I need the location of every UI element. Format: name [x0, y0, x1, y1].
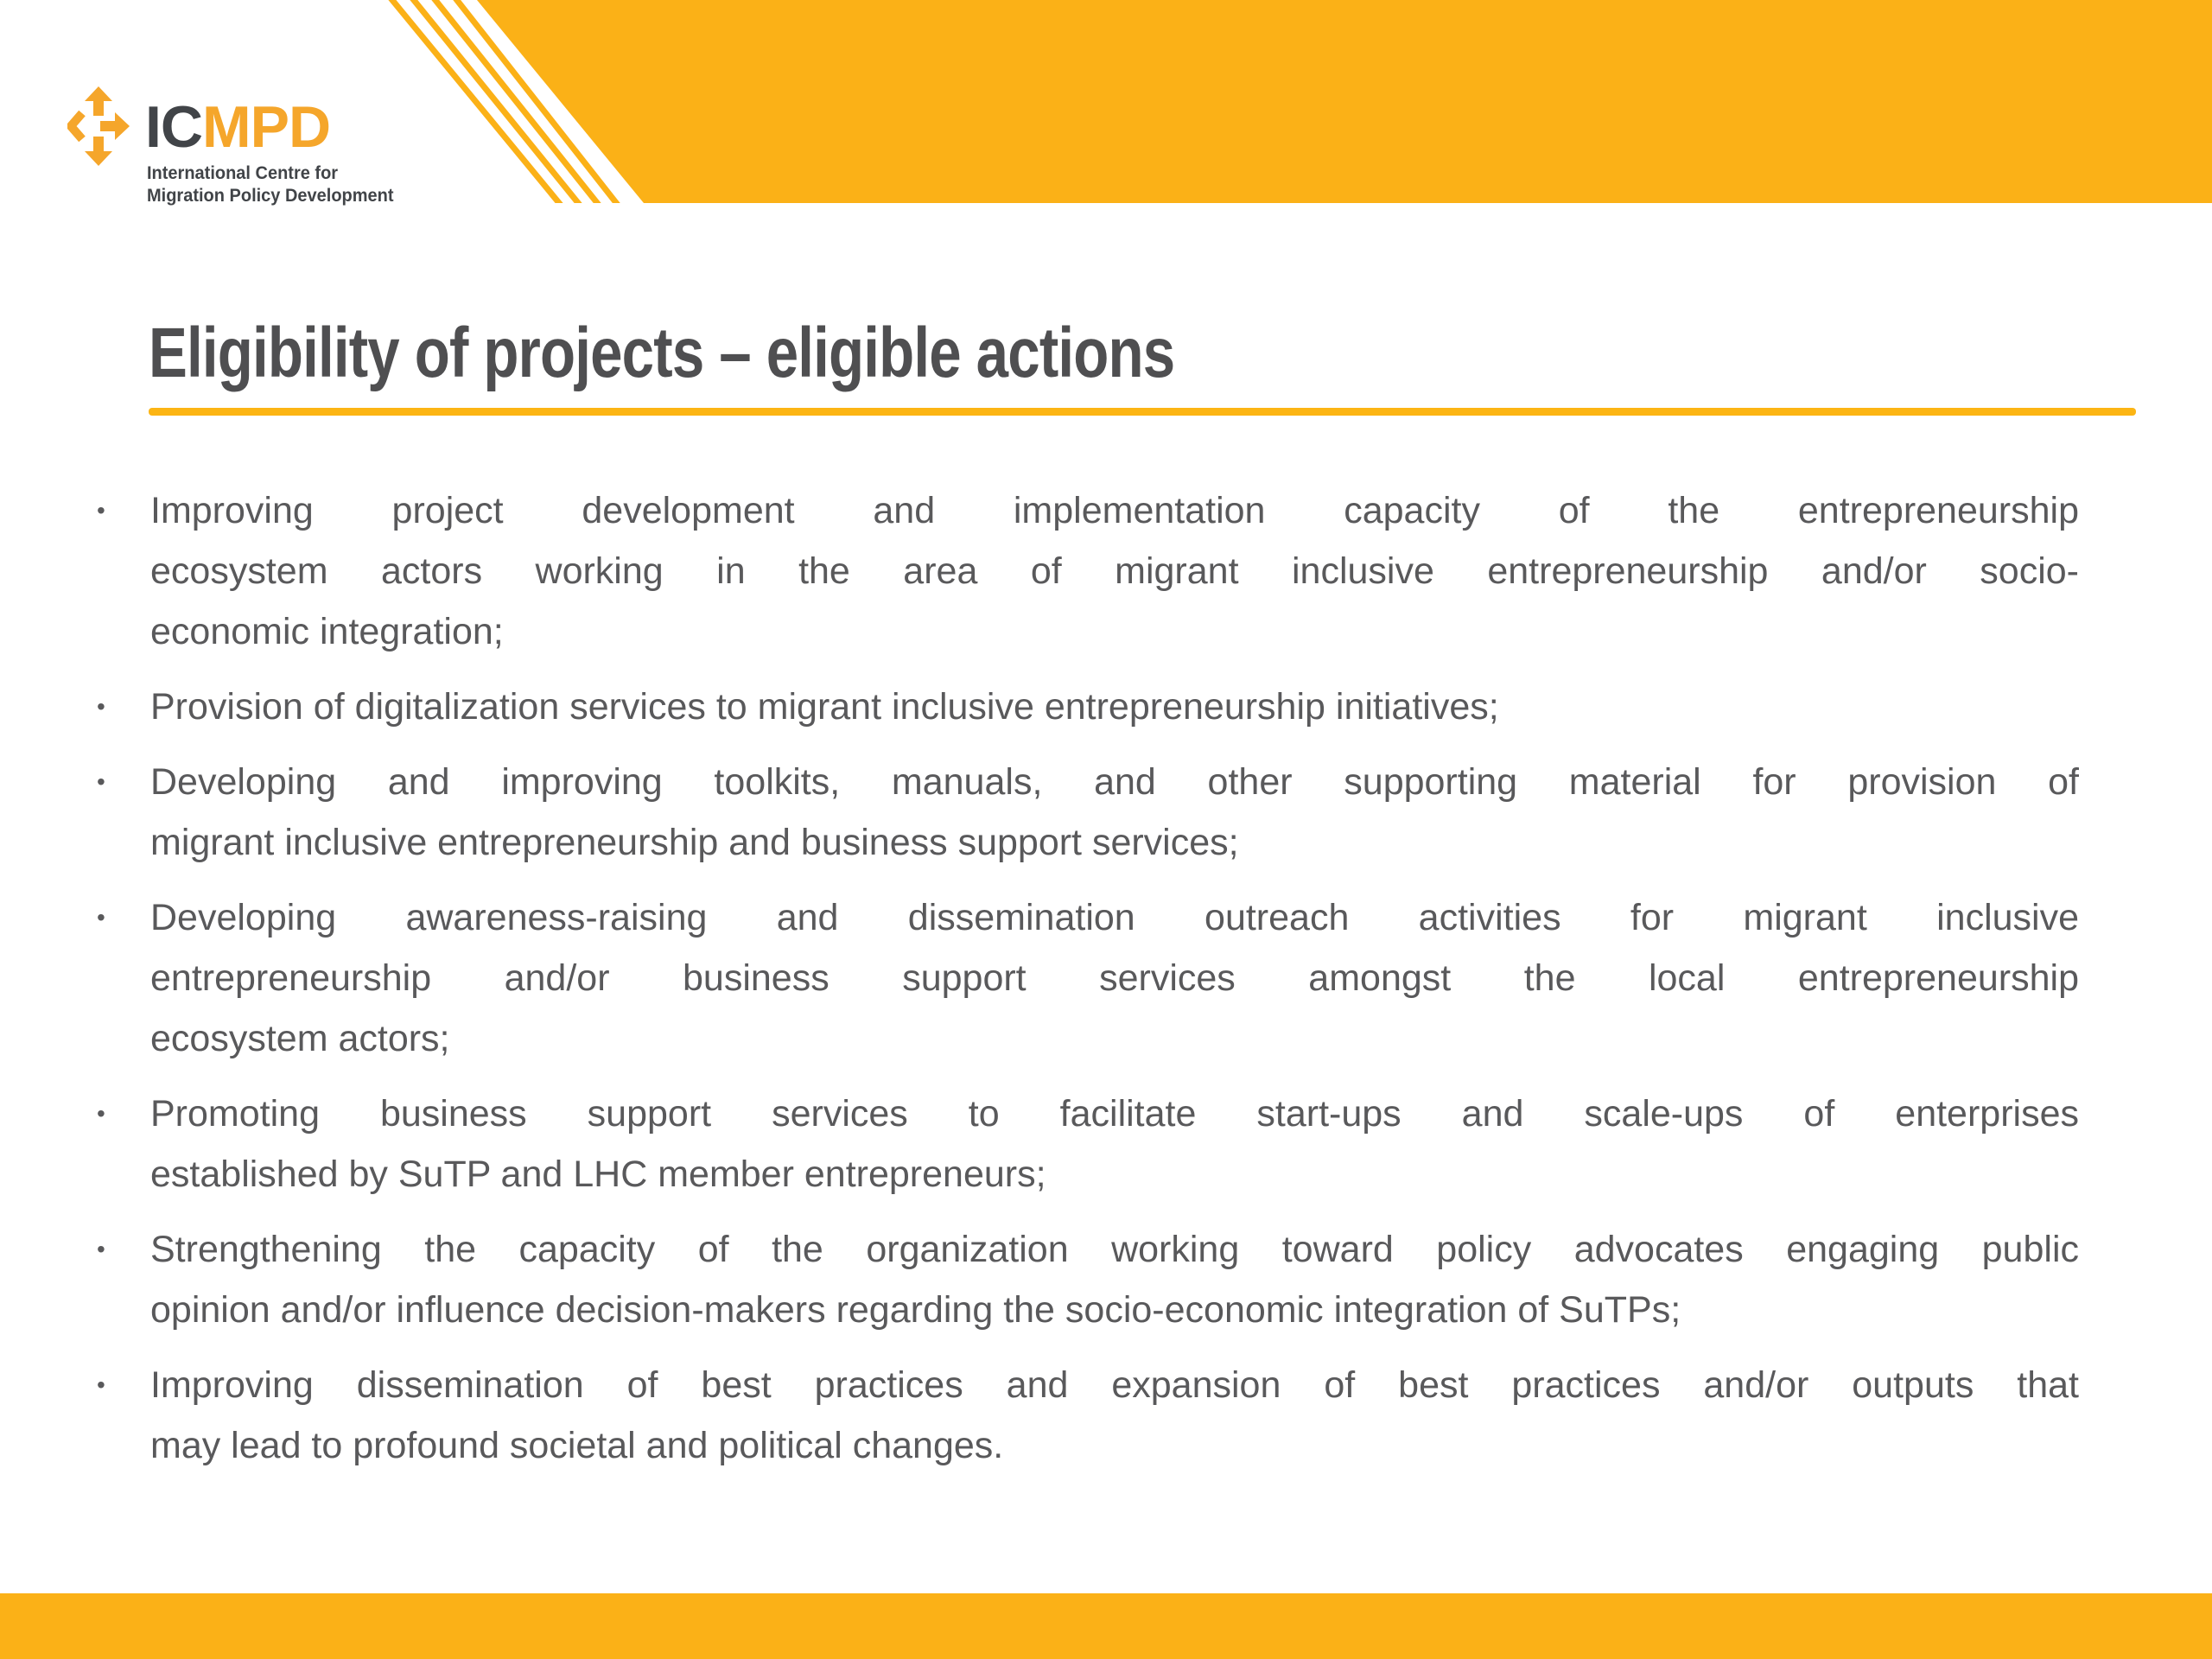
title-underline	[149, 408, 2136, 416]
bullet-line: established by SuTP and LHC member entrepreneurs;	[150, 1154, 1046, 1195]
wordmark-ic: IC	[145, 94, 202, 160]
tagline-line-2: Migration Policy Development	[147, 185, 394, 206]
bullet-text	[150, 1084, 2079, 1205]
icmpd-tagline	[147, 162, 485, 207]
bullet-line: may lead to profound societal and political changes.	[150, 1425, 1004, 1466]
bullet-text	[150, 677, 2079, 737]
bullet-list	[86, 480, 2079, 1491]
bullet-line: ecosystem actors working in the area of migrant inclusive entrepreneurship and/or socio-	[150, 550, 2079, 592]
bullet-item	[86, 677, 2079, 737]
bullet-dot: •	[97, 693, 105, 720]
bullet-line: Strengthening the capacity of the organization working toward policy advocates engaging public	[150, 1229, 2079, 1270]
bullet-item	[86, 887, 2079, 1069]
icmpd-wordmark	[145, 94, 331, 160]
bullet-line: opinion and/or influence decision-makers regarding the socio-economic integration of SuTPs;	[150, 1289, 1681, 1331]
wordmark-mpd: MPD	[202, 94, 331, 160]
bullet-dot: •	[97, 768, 105, 795]
bullet-item	[86, 1219, 2079, 1340]
bullet-dot: •	[97, 1236, 105, 1262]
bullet-dot: •	[97, 497, 105, 524]
bottom-band	[0, 1593, 2212, 1659]
bullet-dot: •	[97, 904, 105, 931]
tagline-line-1: International Centre for	[147, 162, 339, 183]
banner-trapezoid	[477, 0, 2212, 203]
bullet-dot: •	[97, 1100, 105, 1127]
bullet-line: Promoting business support services to facilitate start-ups and scale-ups of enterprises	[150, 1093, 2079, 1135]
bullet-line: Improving dissemination of best practices and expansion of best practices and/or outputs that	[150, 1364, 2079, 1406]
bullet-item	[86, 752, 2079, 873]
bullet-text	[150, 1219, 2079, 1340]
bullet-line: Improving project development and implementation capacity of the entrepreneurship	[150, 490, 2079, 531]
bullet-line: entrepreneurship and/or business support services amongst the local entrepreneurship	[150, 957, 2079, 999]
bullet-line: Provision of digitalization services to migrant inclusive entrepreneurship initiatives;	[150, 686, 1499, 728]
bullet-line: Developing and improving toolkits, manuals, and other supporting material for provision of	[150, 761, 2079, 803]
bullet-line: ecosystem actors;	[150, 1018, 450, 1059]
bullet-item	[86, 1355, 2079, 1476]
bullet-text	[150, 887, 2079, 1069]
bullet-line: Developing awareness-raising and dissemination outreach activities for migrant inclusive	[150, 897, 2079, 938]
bullet-text	[150, 752, 2079, 873]
bullet-line: migrant inclusive entrepreneurship and business support services;	[150, 822, 1239, 863]
bullet-item	[86, 480, 2079, 662]
bullet-line: economic integration;	[150, 611, 504, 652]
bullet-text	[150, 1355, 2079, 1476]
bullet-text	[150, 480, 2079, 662]
slide-title: Eligibility of projects – eligible actions	[149, 314, 1175, 392]
icmpd-compass-icon	[67, 86, 130, 166]
bullet-dot: •	[97, 1371, 105, 1398]
bullet-item	[86, 1084, 2079, 1205]
